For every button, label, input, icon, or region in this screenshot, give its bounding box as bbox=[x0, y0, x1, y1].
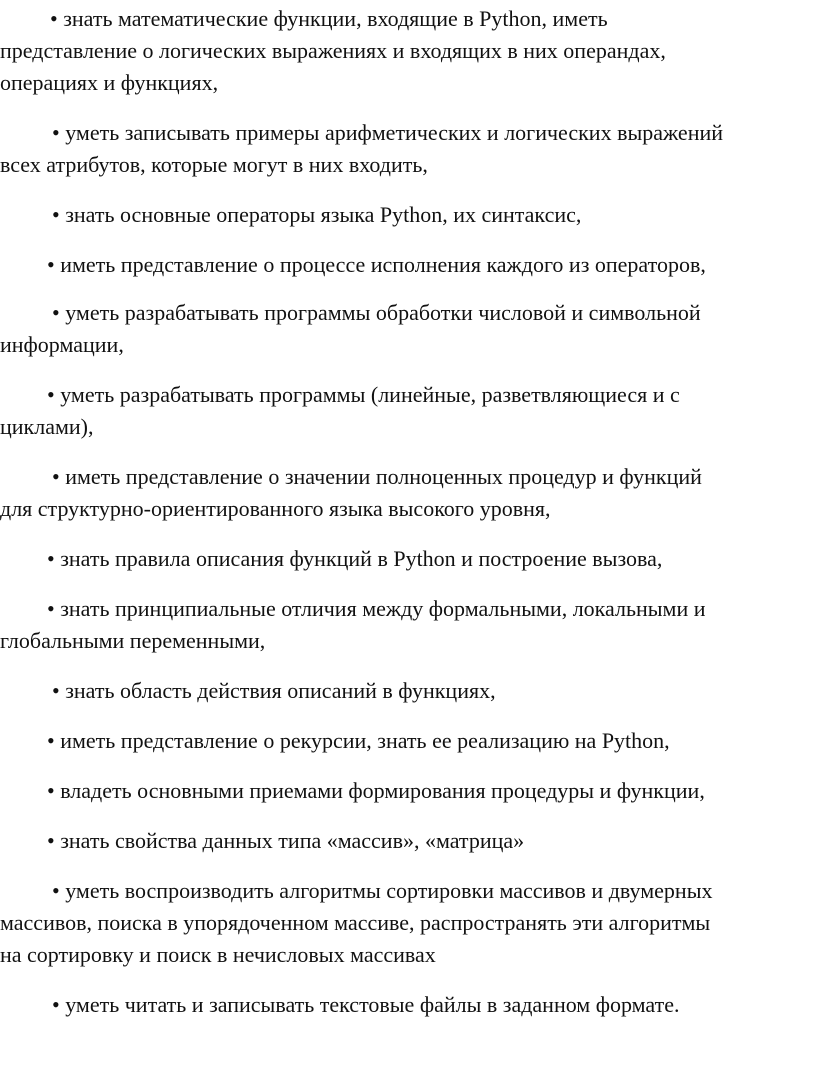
list-item-line: для структурно-ориентированного языка высокого уровня, bbox=[0, 496, 551, 521]
list-item-line: • уметь записывать примеры арифметических и логических выражений bbox=[52, 120, 724, 145]
list-item-line: • знать свойства данных типа «массив», «матрица» bbox=[47, 828, 525, 853]
list-item-line: • знать математические функции, входящие в Python, иметь bbox=[50, 6, 608, 31]
list-item-line: информации, bbox=[0, 332, 124, 357]
list-item-line: операциях и функциях, bbox=[0, 70, 219, 95]
list-item-line: • уметь воспроизводить алгоритмы сортировки массивов и двумерных bbox=[52, 878, 713, 903]
list-item-line: массивов, поиска в упорядоченном массиве, распространять эти алгоритмы bbox=[0, 910, 711, 935]
list-item-line: • владеть основными приемами формирования процедуры и функции, bbox=[47, 778, 705, 803]
list-item-line: представление о логических выражениях и входящих в них операндах, bbox=[0, 38, 666, 63]
list-item-line: • иметь представление о рекурсии, знать ее реализацию на Python, bbox=[47, 728, 670, 753]
list-item-line: • уметь разрабатывать программы обработки числовой и символьной bbox=[52, 300, 701, 325]
list-item-line: всех атрибутов, которые могут в них входить, bbox=[0, 152, 428, 177]
list-item-line: • знать правила описания функций в Python и построение вызова, bbox=[47, 546, 663, 571]
list-item-line: на сортировку и поиск в нечисловых массивах bbox=[0, 942, 436, 967]
list-item-line: глобальными переменными, bbox=[0, 628, 266, 653]
list-item-line: • знать область действия описаний в функциях, bbox=[52, 678, 496, 703]
list-item-line: циклами), bbox=[0, 414, 94, 439]
list-item-line: • иметь представление о значении полноценных процедур и функций bbox=[52, 464, 702, 489]
list-item-line: • знать принципиальные отличия между формальными, локальными и bbox=[47, 596, 706, 621]
list-item-line: • уметь читать и записывать текстовые файлы в заданном формате. bbox=[52, 992, 680, 1017]
list-item-line: • уметь разрабатывать программы (линейные, разветвляющиеся и с bbox=[47, 382, 680, 407]
list-item-line: • иметь представление о процессе исполнения каждого из операторов, bbox=[47, 252, 706, 277]
list-item-line: • знать основные операторы языка Python, их синтаксис, bbox=[52, 202, 582, 227]
